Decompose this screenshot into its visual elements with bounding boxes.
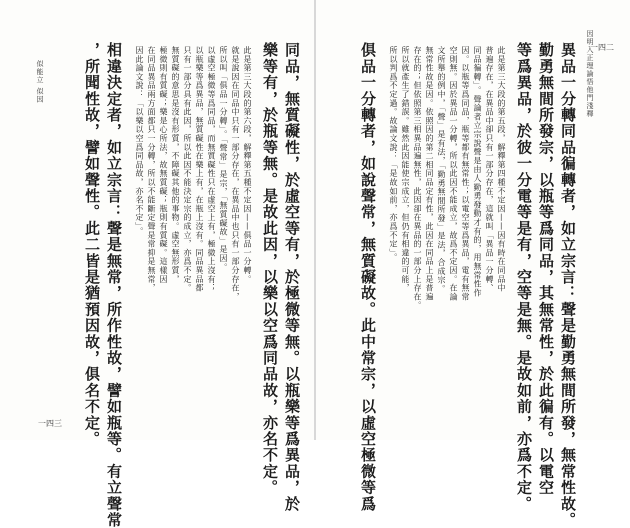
running-head: 似能立 似因 [36, 60, 44, 104]
commentary-column: 所以判爲不定過。故論文說：「是故如前，亦爲不定」。 [389, 46, 398, 262]
commentary-column: 只有一部分具有此因，所以此因不能決定宗的成立，亦爲不定。 [183, 46, 192, 293]
main-text-column: ，所聞性故，譬如聲性。此二皆是猶預因故，俱名不定。 [83, 42, 101, 447]
commentary-column: 此是第三大段的第五段，解釋第四種不定因——因有時在同品中 [497, 46, 506, 293]
main-text-column: 異品一分轉同品徧轉者，如立宗言：聲是勤勇無間所發，無常性故。 [559, 42, 577, 528]
commentary-column: 以瓶樂等爲異品，無質礙性在樂上有，在瓶上沒有。同品異品都 [195, 46, 204, 293]
commentary-column: 無質礙的意思是沒有形質，不障礙其他的事物。虛空無形質， [171, 46, 180, 284]
commentary-column: 無常性故是因。依照因的第二相同品定有性，此因在同品上是普遍 [425, 46, 434, 302]
main-text-column: 樂等有，於瓶等無。是故此因，以樂以空爲同品故，亦名不定。 [261, 42, 279, 496]
commentary-column: 普遍存在，在異品中卻只有一部分存在，這就叫「異品一分轉、 [485, 46, 494, 293]
commentary-column: 文所舉的例中，「聲」是有法，「勤勇無間所發」是法，合成宗。 [437, 46, 446, 294]
commentary-column: 同品徧轉」。聲論者立宗說聲是由人勤勇發動才有的，用無常性作 [473, 46, 482, 298]
commentary-column: 因此論文說：「以樂以空爲同品故，亦名不定」。 [135, 46, 144, 236]
main-text-column: 勤勇無間所發宗，以瓶等爲同品，其無常性，於此徧有。以電空 [537, 42, 555, 496]
commentary-column: 就是說因在同品中只有一部分存在，在異品中也只有一部分存在， [231, 46, 240, 302]
main-text-column: 同品，無質礙性，於虛空等有，於極微等無。以瓶樂等爲異品，於 [283, 42, 301, 512]
commentary-column: 所以叫「俱品一分轉」。「聲常」是宗，「無質礙故」是因。 [219, 46, 228, 272]
commentary-column: 存在的；但依照第三相異品遍無性，此因卻在異品的一部分上存在。 [413, 46, 422, 310]
commentary-column: 此是第三大段的第六段，解釋第五種不定因——俱品一分轉。 [243, 46, 252, 284]
commentary-column: 極微則有質礙；樂是心所法，故無質礙；瓶則有質礙。這樣因 [159, 46, 168, 284]
commentary-column: 空則無。因於異品一分轉，所以此因不能成立，故爲不定因。在論 [449, 46, 458, 302]
main-text-column: 相違決定者，如立宗言：聲是無常，所作性故，譬如瓶等。有立聲常 [105, 42, 123, 528]
commentary-column: 在同品異品兩方面都只一分轉，所以不能斷定聲是常抑是無常， [147, 46, 156, 293]
running-head: 因明入正理論悟他門淺釋 [586, 30, 594, 118]
page-number: 一四二 [590, 43, 614, 52]
main-text-column: 等爲異品，於彼一分電等是有，空等是無。是故如前，亦爲不定。 [515, 42, 533, 512]
page-number: 一四三 [38, 419, 62, 428]
main-text-column: 俱品一分轉者，如說聲常，無質礙故。此中常宗，以虛空極微等爲 [359, 42, 377, 512]
left-page [0, 0, 314, 528]
right-page [316, 0, 630, 528]
commentary-column: 所以就產生了錯誤。雖然此因能使宗成立，但仍有相違的可能， [401, 46, 410, 293]
commentary-column: 以虛空極微等爲同品，而無質礙性只在虛空上有，極微上沒有； [207, 46, 216, 293]
commentary-column: 因。以瓶等爲同品，瓶等都有無常性；以電空等爲異品，電有無常 [461, 46, 470, 302]
